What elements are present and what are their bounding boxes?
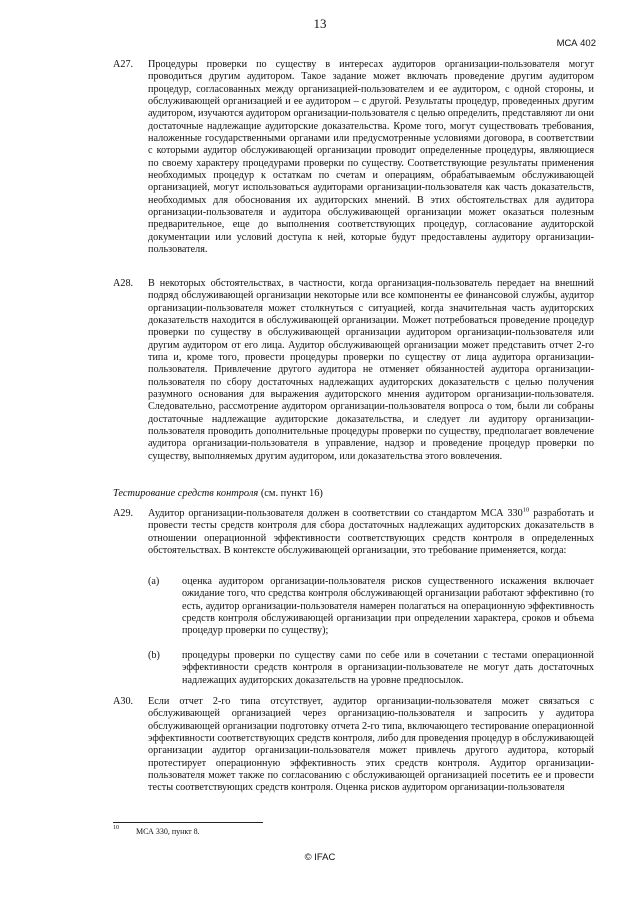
list-item-label: (a) xyxy=(148,576,160,587)
page-number: 13 xyxy=(313,16,327,31)
section-ref: (см. пункт 16) xyxy=(258,488,323,499)
paragraph-a30 xyxy=(113,696,594,795)
footnote-divider xyxy=(113,822,263,823)
paragraph-text: Если отчет 2-го типа отсутствует, аудитор организации-пользователя может связаться с обслуживающей организацией через организацию-пользователя и запросить у аудитора обслуживающей организации подготовку отчета 2-го типа, включающего тестирование операционной эффективности соответствующих средств контроля, либо для проведения процедур в обслуживающей организации аудитор организации-пользователя может привлечь другого аудитора, который протестирует операционную эффективность этих средств контроля. Аудитор организации-пользователя может также по согласованию с обслуживающей организацией посетить ее и провести тесты соответствующих средств контроля. Оценка рисков аудитором организации-пользователя xyxy=(148,696,594,794)
footnote-ref: 10 xyxy=(522,506,530,514)
paragraph-text-rest: разработать и провести тесты средств контроля для сбора достаточных надлежащих аудиторских доказательств в отношении операционной эффективности соответствующих средств контроля в определенных обстоятельствах. В контексте обслуживающей организации, это требование применяется, когда: xyxy=(148,508,594,557)
paragraph-text: В некоторых обстоятельствах, в частности, когда организация-пользователь передает на внешний подряд обслуживающей организации некоторые или все компоненты ее финансовой службы, аудитор организации-пользователя может столкнуться с ситуацией, когда значительная часть аудиторских доказательств находится в обслуживающей организации. Может потребоваться проведение процедур проверки по существу в обслуживающей организации аудитором организации-пользователя или другим аудитором от его лица. Аудитор обслуживающей организации может представить отчет 2-го типа и, кроме того, провести процедуры проверки по существу от лица аудитора организации-пользователя. Привлечение другого аудитора не отменяет обязанностей аудитора организации-пользователя по сбору достаточных надлежащих аудиторских доказательств с целью получения разумного основания для выражения аудиторского мнения аудитором организации-пользователя. Следовательно, рассмотрение аудитором организации-пользователя вопроса о том, были ли собраны достаточные надлежащие аудиторские доказательства, и следует ли аудитору организации-пользователя проводить дополнительные процедуры проверки по существу, предполагает вовлечение аудитора организации-пользователя в управление, надзор и проведение процедур проверки по существу, выполняемых другим аудитором, или доказательства этого вовлечения. xyxy=(148,278,594,462)
section-title: Тестирование средств контроля xyxy=(113,488,259,499)
paragraph-label: A30. xyxy=(113,696,134,707)
paragraph-label: A28. xyxy=(113,278,134,289)
list-item-text: процедуры проверки по существу сами по себе или в сочетании с тестами операционной эффективности средств контроля в организации-пользователе не могут дать достаточных надлежащих аудиторских доказательств на уровне предпосылок. xyxy=(182,650,594,686)
paragraph-a27 xyxy=(113,59,594,257)
paragraph-a29 xyxy=(113,506,594,557)
section-heading xyxy=(113,488,323,499)
paragraph-text: Процедуры проверки по существу в интересах аудиторов организации-пользователя могут проводиться другим аудитором. Такое задание может включать проведение другим аудитором процедур, согласованных между организацией-пользователем и ее аудитором, с одной стороны, и обслуживающей организацией и ее аудитором – с другой. Результаты процедур, проведенных другим аудитором, изучаются аудитором организации-пользователя с целью определить, представляют ли они достаточные надлежащие аудиторские доказательства. Кроме того, могут существовать требования, наложенные государственными органами или предусмотренные условиями договора, в соответствии с которыми аудитор обслуживающей организации проводит определенные процедуры, являющиеся по своему характеру процедурами проверки по существу. Соответствующие результаты применения необходимых процедур к остаткам по счетам и операциям, обрабатываемым обслуживающей организацией, могут использоваться аудиторами организации-пользователя как часть доказательств, необходимых для обоснования их аудиторских мнений. В этих обстоятельствах для аудитора организации-пользователя и аудитора обслуживающей организации может оказаться полезным предварительное, еще до выполнения соответствующих процедур, согласование аудиторской документации или условий доступа к ней, которые будут предоставлены аудитору организации-пользователя. xyxy=(148,59,594,256)
list-item-b xyxy=(148,650,594,687)
footnote-text: МСА 330, пункт 8. xyxy=(136,827,200,836)
paragraph-label: A27. xyxy=(113,59,134,70)
paragraph-label: A29. xyxy=(113,508,134,519)
paragraph-text: Аудитор организации-пользователя должен в соответствии со стандартом МСА 330 xyxy=(148,508,523,519)
document-code: МСА 402 xyxy=(556,38,596,49)
paragraph-a28 xyxy=(113,278,594,463)
list-item-text: оценка аудитором организации-пользователя рисков существенного искажения включает ожидание того, что средства контроля обслуживающей организации работают эффективно (то есть, аудитор организации-пользователя намерен полагаться на операционную эффективность средств контроля обслуживающей организации при определении характера, сроков и объема процедур проверки по существу); xyxy=(182,576,594,637)
list-item-label: (b) xyxy=(148,650,160,661)
list-item-a xyxy=(148,576,594,638)
footnote-number: 10 xyxy=(113,825,119,831)
copyright: © IFAC xyxy=(304,852,336,863)
